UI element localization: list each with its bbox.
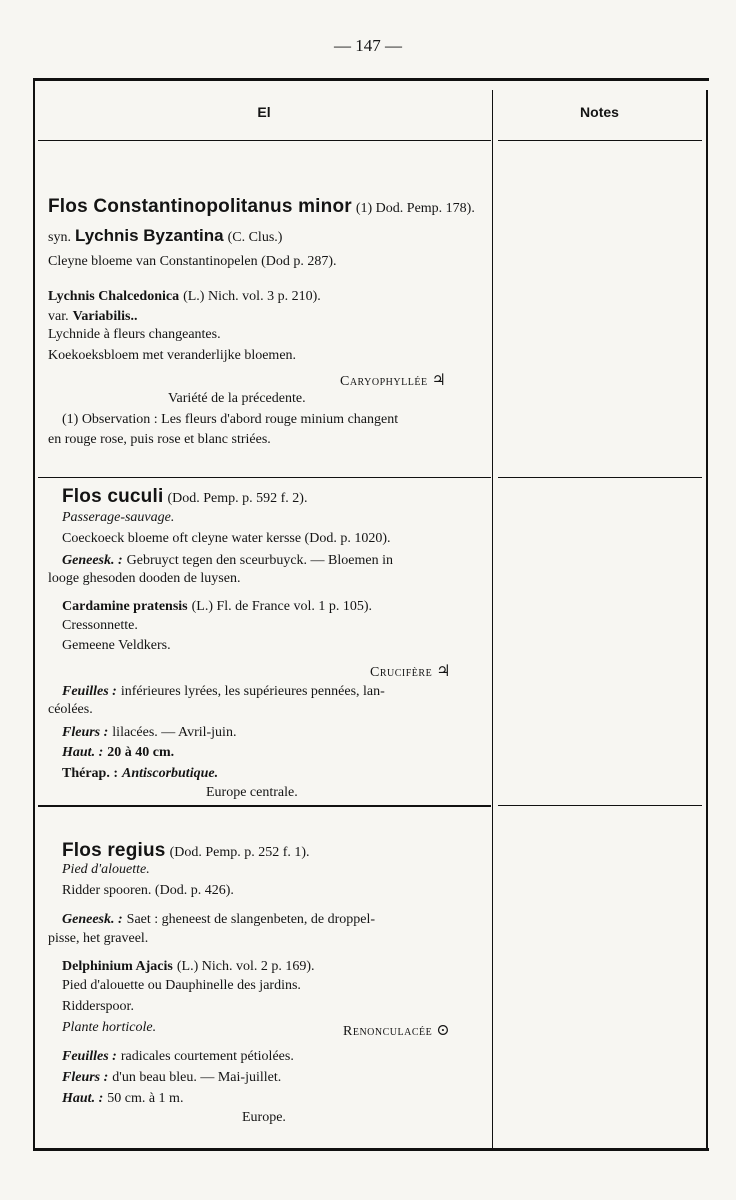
feuilles-text: radicales courtement pétiolées. [120,1049,294,1064]
therap-text: Antiscorbutique. [122,766,219,781]
entry-title-ref: (1) Dod. Pemp. 178). [355,201,475,216]
fleurs-text: d'un beau bleu. — Mai-juillet. [112,1070,282,1085]
family-name: Caryophyllée [340,374,428,389]
region: Europe. [242,1110,286,1125]
family-name: Renonculacée [343,1024,433,1039]
column-header-name: El [257,104,271,120]
geneesk-text-continued: looge ghesoden dooden de luysen. [48,571,241,586]
header-underline [38,140,491,141]
fleurs-label: Fleurs : [62,1070,109,1085]
fleurs-label: Fleurs : [62,725,109,740]
observation-line-2: en rouge rose, puis rose et blanc striées. [48,432,271,447]
table-top-border [33,78,709,81]
entry-separator-1-notes [498,477,702,478]
table-bottom-border [33,1148,709,1151]
species-name: Delphinium Ajacis [62,959,173,974]
dutch-name: Ridder spooren. (Dod. p. 426). [62,883,234,898]
dutch-name-2: Koekoeksbloem met veranderlijke bloemen. [48,348,297,363]
haut-label: Haut. : [62,1091,104,1106]
entry-title: Flos regius [62,840,166,861]
syn-ref: (C. Clus.) [227,230,283,245]
geneesk-label: Geneesk. : [62,912,123,927]
feuilles-label: Feuilles : [62,1049,117,1064]
feuilles-label: Feuilles : [62,684,117,699]
entry-separator-1 [38,477,491,478]
column-divider [492,90,493,1148]
dutch-name-2: Gemeene Veldkers. [62,638,171,653]
syn-name: Lychnis Byzantina [74,226,224,245]
geneesk-label: Geneesk. : [62,553,123,568]
french-name: Lychnide à fleurs changeantes. [48,327,221,342]
header-underline-notes [498,140,702,141]
region: Europe centrale. [206,785,298,800]
french-common-name: Passerage-sauvage. [62,510,175,525]
perennial-symbol-icon: ♃ [431,372,446,389]
species-name: Lychnis Chalcedonica [48,289,180,304]
entry-title-ref: (Dod. Pemp. p. 592 f. 2). [167,491,308,506]
dutch-name: Cleyne bloeme van Constantinopelen (Dod p. 287). [48,254,337,269]
feuilles-text-continued: céolées. [48,702,93,717]
plante-note: Plante horticole. [62,1020,157,1035]
geneesk-text: Gebruyct tegen den sceurbuyck. — Bloemen in [126,553,393,568]
entry-separator-2-notes [498,805,702,806]
haut-text: 20 à 40 cm. [107,745,175,760]
annual-symbol-icon: ⊙ [436,1022,450,1039]
french-name: Cressonnette. [62,618,138,633]
species-ref: (L.) Nich. vol. 2 p. 169). [176,959,315,974]
var-prefix: var. [48,309,69,324]
table-left-border [33,78,35,1150]
french-common-name: Pied d'alouette. [62,862,150,877]
therap-label: Thérap. : [62,766,118,781]
note-text: Variété de la précedente. [168,391,306,406]
fleurs-text: lilacées. — Avril-juin. [112,725,237,740]
dutch-name-2: Ridderspoor. [62,999,134,1014]
var-name: Variabilis.. [72,309,138,324]
entry-title-ref: (Dod. Pemp. p. 252 f. 1). [169,845,310,860]
entry-separator-2 [38,805,491,807]
haut-label: Haut. : [62,745,104,760]
family-name: Crucifère [370,665,433,680]
page-number: — 147 — [334,36,402,55]
table-right-border [706,90,708,1150]
geneesk-text: Saet : gheneest de slangenbeten, de droppel- [126,912,376,927]
dutch-name: Coeckoeck bloeme oft cleyne water kersse (Dod. p. 1020). [62,531,391,546]
species-ref: (L.) Nich. vol. 3 p. 210). [183,289,321,304]
entry-title: Flos Constantinopolitanus minor [48,196,352,217]
french-name: Pied d'alouette ou Dauphinelle des jardins. [62,978,301,993]
entry-title: Flos cuculi [62,486,164,507]
feuilles-text: inférieures lyrées, les supérieures pennées, lan- [120,684,385,699]
geneesk-text-continued: pisse, het graveel. [48,931,149,946]
species-ref: (L.) Fl. de France vol. 1 p. 105). [191,599,373,614]
perennial-symbol-icon: ♃ [436,663,451,680]
column-header-notes: Notes [580,104,619,120]
species-name: Cardamine pratensis [62,599,188,614]
syn-prefix: syn. [48,230,71,245]
observation-line-1: (1) Observation : Les fleurs d'abord rouge minium changent [62,412,399,427]
haut-text: 50 cm. à 1 m. [107,1091,184,1106]
